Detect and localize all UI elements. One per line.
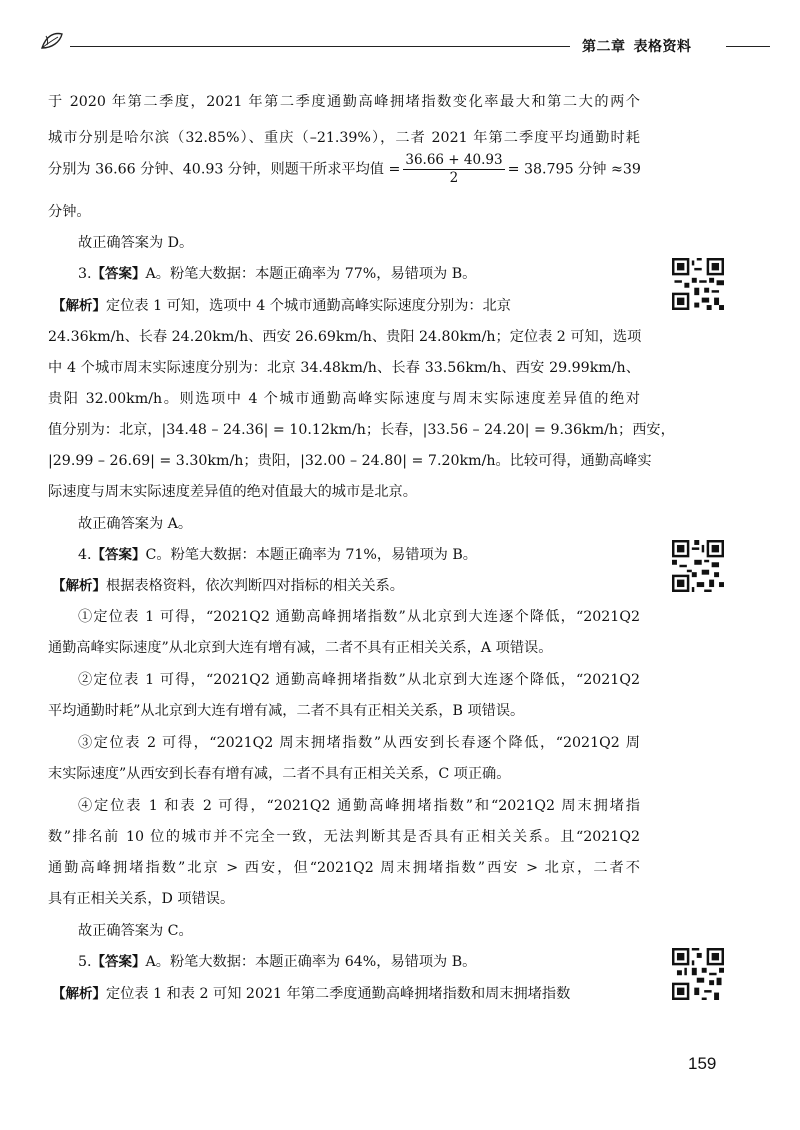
qr-code-icon[interactable] bbox=[672, 948, 724, 1000]
text-line: 24.36km/h、长春 24.20km/h、西安 26.69km/h、贵阳 24.80km/h；定位表 2 可知，选项 bbox=[48, 329, 642, 345]
text-line: ④定位表 1 和表 2 可得，“2021Q2 通勤高峰拥堵指数”和“2021Q2 周末拥堵指 bbox=[78, 798, 640, 814]
text-line: 具有正相关关系，D 项错误。 bbox=[48, 891, 235, 907]
analysis-text: 定位表 1 可知，选项中 4 个城市通勤高峰实际速度分别为：北京 bbox=[106, 298, 511, 314]
text-line: 末实际速度”从西安到长春有增有减，二者不具有正相关关系，C 项正确。 bbox=[48, 766, 511, 782]
analysis-line bbox=[52, 576, 640, 596]
header-title bbox=[582, 36, 692, 56]
qr-code-icon[interactable] bbox=[672, 540, 724, 592]
question-4-answer bbox=[78, 545, 640, 565]
text-line-with-fraction bbox=[48, 152, 640, 187]
answer-text: C。粉笔大数据：本题正确率为 71%，易错项为 B。 bbox=[145, 547, 477, 563]
answer-text: A。粉笔大数据：本题正确率为 64%，易错项为 B。 bbox=[145, 954, 477, 970]
text-line: ③定位表 2 可得，“2021Q2 周末拥堵指数”从西安到长春逐个降低，“2021Q2 周 bbox=[78, 735, 640, 751]
text-line: ②定位表 1 可得，“2021Q2 通勤高峰拥堵指数”从北京到大连逐个降低，“2021Q2 bbox=[78, 672, 640, 688]
text-segment: = 38.795 分钟 ≈39 bbox=[507, 161, 641, 178]
text-line: 城市分别是哈尔滨（32.85%）、重庆（–21.39%），二者 2021 年第二季度平均通勤时耗 bbox=[48, 130, 640, 146]
analysis-tag: 【解析】 bbox=[52, 986, 106, 1002]
chapter-label: 第二章 bbox=[582, 39, 626, 55]
analysis-tag: 【解析】 bbox=[52, 298, 106, 314]
question-3-answer bbox=[78, 264, 640, 284]
answer-tag: 【答案】 bbox=[91, 266, 146, 282]
analysis-line bbox=[52, 296, 640, 316]
answer-tag: 【答案】 bbox=[91, 954, 146, 970]
text-line: ①定位表 1 可得，“2021Q2 通勤高峰拥堵指数”从北京到大连逐个降低，“2021Q2 bbox=[78, 609, 640, 625]
analysis-text: 定位表 1 和表 2 可知 2021 年第二季度通勤高峰拥堵指数和周末拥堵指数 bbox=[106, 986, 571, 1002]
text-line: 际速度与周末实际速度差异值的绝对值最大的城市是北京。 bbox=[48, 484, 417, 500]
qr-code-icon[interactable] bbox=[672, 258, 724, 310]
fraction-numerator: 36.66 + 40.93 bbox=[405, 152, 503, 168]
answer-tag: 【答案】 bbox=[91, 547, 146, 563]
answer-text: A。粉笔大数据：本题正确率为 77%，易错项为 B。 bbox=[145, 266, 477, 282]
header-rule-right bbox=[726, 46, 770, 47]
page-number: 159 bbox=[688, 1054, 717, 1073]
answer-line: 故正确答案为 D。 bbox=[78, 235, 194, 251]
analysis-text: 根据表格资料，依次判断四对指标的相关关系。 bbox=[106, 578, 404, 594]
question-5-answer bbox=[78, 952, 640, 972]
text-line: 于 2020 年第二季度，2021 年第二季度通勤高峰拥堵指数变化率最大和第二大的两个 bbox=[48, 94, 640, 110]
text-line: 数”排名前 10 位的城市并不完全一致，无法判断其是否具有正相关关系。且“2021Q2 bbox=[48, 829, 640, 845]
text-line: 通勤高峰实际速度”从北京到大连有增有减，二者不具有正相关关系，A 项错误。 bbox=[48, 640, 553, 656]
text-line: |29.99 – 26.69| = 3.30km/h；贵阳，|32.00 – 24.80| = 7.20km/h。比较可得，通勤高峰实 bbox=[48, 453, 652, 469]
text-line: 平均通勤时耗”从北京到大连有增有减，二者不具有正相关关系，B 项错误。 bbox=[48, 703, 525, 719]
text-segment: 分别为 36.66 分钟、40.93 分钟，则题干所求平均值 = bbox=[48, 161, 401, 178]
text-line: 中 4 个城市周末实际速度分别为：北京 34.48km/h、长春 33.56km/h、西安 29.99km/h、 bbox=[48, 360, 640, 376]
answer-line: 故正确答案为 C。 bbox=[78, 923, 193, 939]
question-number: 3. bbox=[78, 266, 92, 282]
leaf-logo-icon bbox=[38, 30, 68, 52]
header-rule-left bbox=[70, 46, 570, 47]
analysis-line bbox=[52, 984, 640, 1004]
text-line: 通勤高峰拥堵指数”北京 > 西安，但“2021Q2 周末拥堵指数”西安 > 北京，二者不 bbox=[48, 860, 640, 876]
question-number: 5. bbox=[78, 954, 92, 970]
text-line: 分钟。 bbox=[48, 204, 91, 220]
text-line: 贵阳 32.00km/h。则选项中 4 个城市通勤高峰实际速度与周末实际速度差异值的绝对 bbox=[48, 391, 640, 407]
section-label: 表格资料 bbox=[633, 39, 692, 55]
answer-line: 故正确答案为 A。 bbox=[78, 516, 193, 532]
question-number: 4. bbox=[78, 547, 92, 563]
analysis-tag: 【解析】 bbox=[52, 578, 106, 594]
fraction-denominator: 2 bbox=[449, 170, 459, 186]
text-line: 值分别为：北京，|34.48 – 24.36| = 10.12km/h；长春，|33.56 – 24.20| = 9.36km/h；西安， bbox=[48, 422, 675, 438]
fraction bbox=[403, 152, 504, 187]
